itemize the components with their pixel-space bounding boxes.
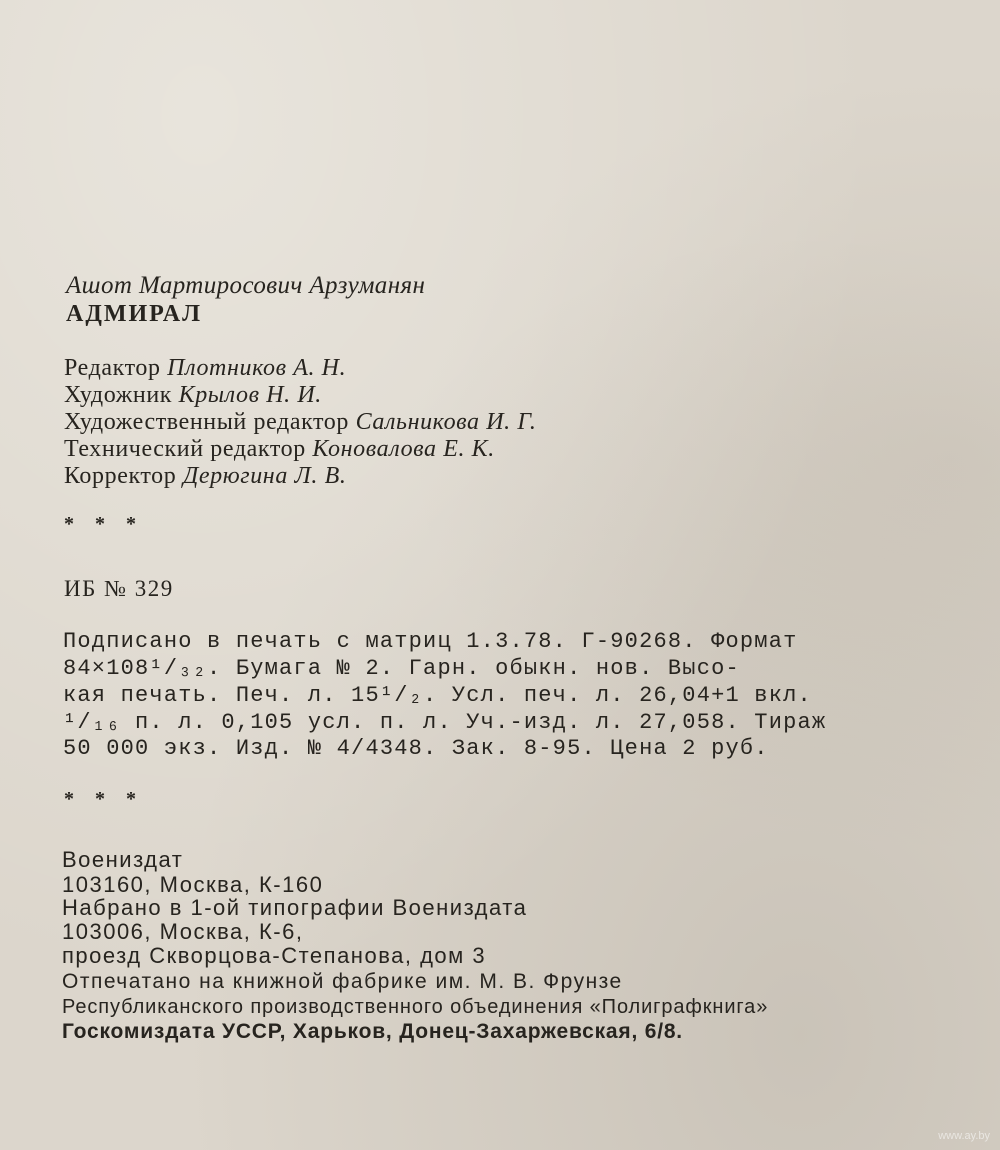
printer-line: Отпечатано на книжной фабрике им. М. В. Фрунзе — [62, 970, 623, 993]
credit-person: Плотников А. Н. — [167, 355, 347, 381]
credit-proofreader — [64, 462, 346, 490]
publisher-line: 103160, Москва, К-160 — [62, 872, 324, 897]
credit-role: Художественный редактор — [64, 409, 349, 435]
credit-role: Редактор — [64, 355, 161, 381]
imprint-line: 50 000 экз. Изд. № 4/4348. Зак. 8-95. Цена 2 руб. — [63, 736, 769, 761]
separator-stars: * * * — [64, 788, 144, 810]
imprint-line: ¹/₁₆ п. л. 0,105 усл. п. л. Уч.-изд. л. 27,058. Тираж — [63, 710, 827, 735]
credit-person: Крылов Н. И. — [178, 382, 322, 408]
publisher-line: Набрано в 1-ой типографии Воениздата — [62, 895, 528, 920]
credit-role: Корректор — [64, 463, 177, 489]
publisher-line: Воениздат — [62, 847, 184, 872]
credit-person: Сальникова И. Г. — [355, 409, 537, 435]
credit-tech-editor — [64, 435, 495, 463]
publisher-line: 103006, Москва, К-6, — [62, 919, 304, 944]
credit-role: Технический редактор — [64, 436, 306, 462]
credit-editor — [64, 354, 346, 382]
separator-stars: * * * — [64, 513, 144, 535]
author-name: Ашот Мартиросович Арзуманян — [66, 272, 426, 299]
credit-person: Коновалова Е. К. — [312, 436, 495, 462]
imprint-line: кая печать. Печ. л. 15¹/₂. Усл. печ. л. 26,04+1 вкл. — [63, 683, 812, 708]
credit-art-editor — [64, 408, 536, 436]
printer-line: Госкомиздата УССР, Харьков, Донец-Захаржевская, 6/8. — [62, 1020, 683, 1043]
credit-artist — [64, 381, 322, 409]
credit-role: Художник — [64, 382, 173, 408]
book-title: АДМИРАЛ — [66, 301, 202, 327]
credit-person: Дерюгина Л. В. — [183, 463, 347, 489]
ib-number: ИБ № 329 — [64, 576, 174, 601]
site-watermark: www.ay.by — [938, 1130, 990, 1142]
imprint-line: Подписано в печать с матриц 1.3.78. Г-90268. Формат — [63, 629, 798, 654]
printer-line: Республиканского производственного объединения «Полиграфкнига» — [62, 996, 769, 1018]
imprint-line: 84×108¹/₃₂. Бумага № 2. Гарн. обыкн. нов. Высо- — [63, 656, 740, 681]
publisher-line: проезд Скворцова-Степанова, дом 3 — [62, 943, 487, 968]
